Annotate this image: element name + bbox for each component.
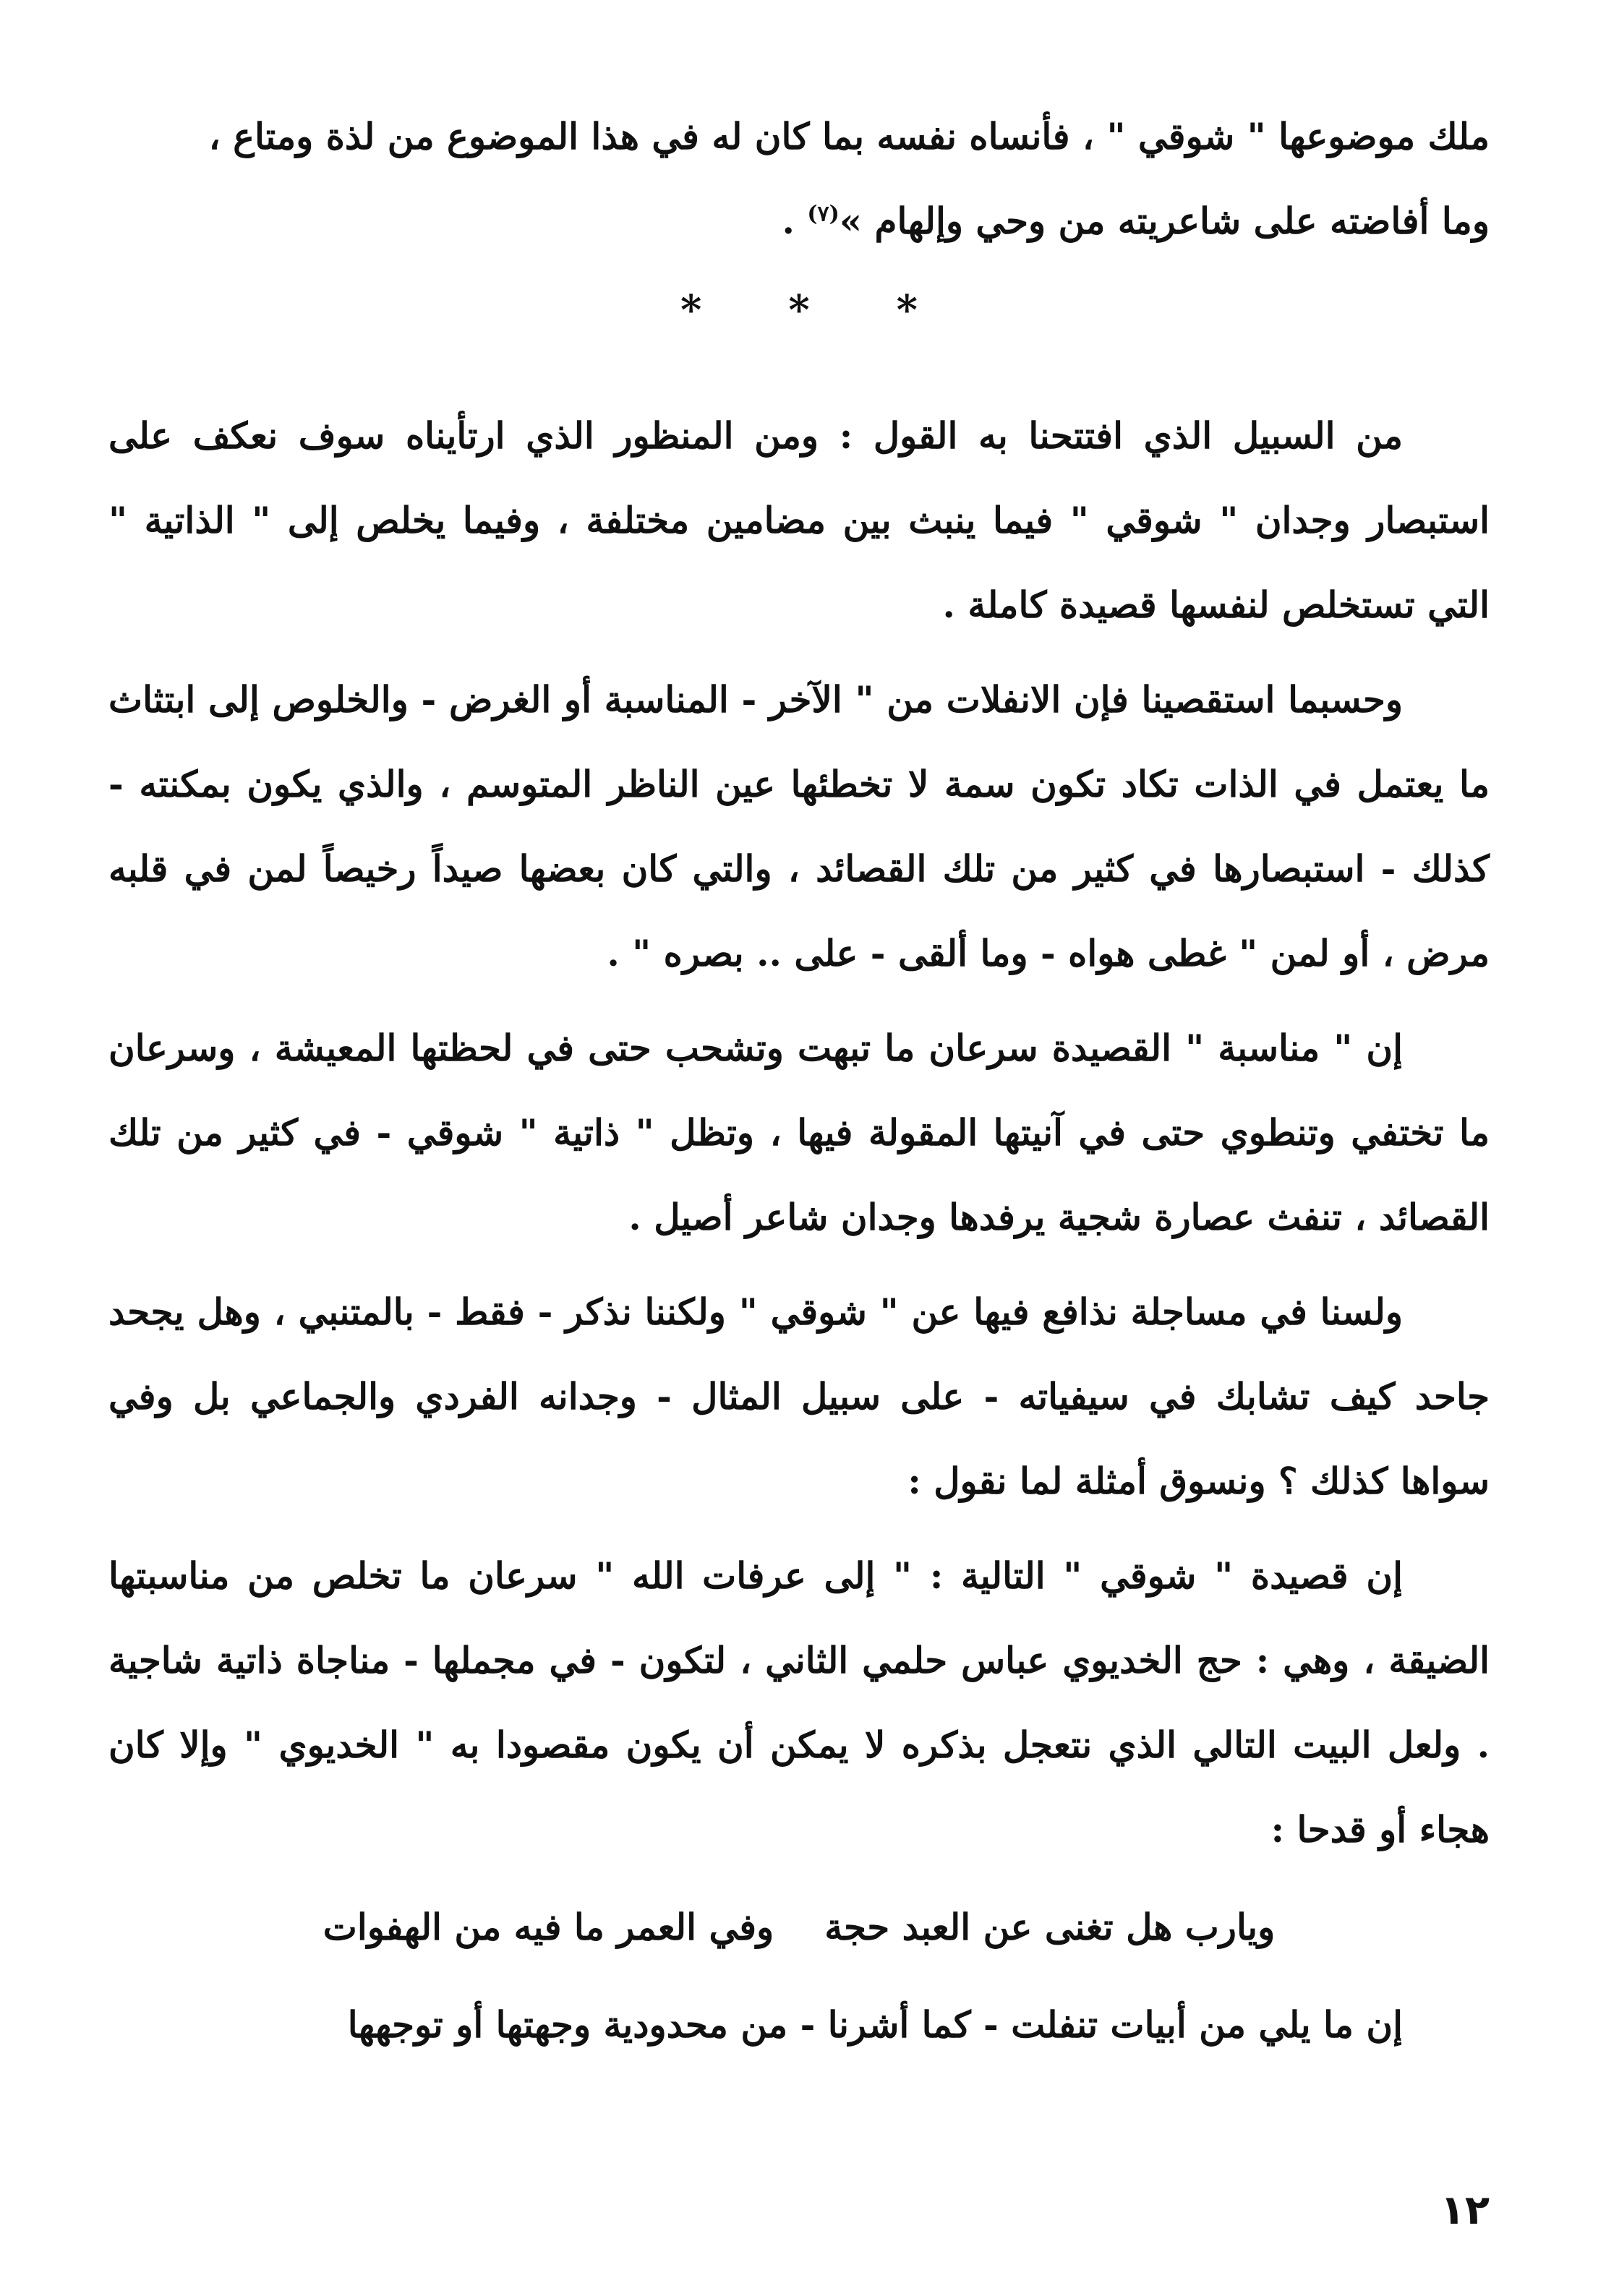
opening-line-2-end: . — [782, 200, 808, 242]
opening-line-2 — [108, 179, 1490, 263]
separator-star: * — [680, 286, 702, 334]
footnote-reference[interactable]: (٧) — [807, 201, 840, 227]
page-number: ١٢ — [1440, 2187, 1490, 2234]
closing-line: إن ما يلي من أبيات تنفلت - كما أشرنا - من محدودية وجهتها أو توجهها — [347, 2003, 1403, 2046]
section-separator — [108, 270, 1490, 350]
poetry-verse — [108, 1885, 1490, 1969]
paragraph-2: وحسبما استقصينا فإن الانفلات من " الآخر - المناسبة أو الغرض - والخلوص إلى ابتثاث ما يعتمل في الذات تكاد تكون سمة لا تخطئها عين الناظر المتوسم ، والذي يكون بمكنته - كذلك - استبصارها في كثير من تلك القصائد ، والتي كان بعضها صيداً رخيصاً لمن في قلبه مرض ، أو لمن " غطى هواه - وما ألقى - على .. بصره " . — [108, 678, 1490, 974]
separator-star: * — [788, 286, 810, 334]
verse-first-hemistich: ويارب هل تغنى عن العبد حجة — [824, 1906, 1276, 1948]
opening-line-1: ملك موضوعها " شوقي " ، فأنساه نفسه بما كان له في هذا الموضوع من لذة ومتاع ، — [208, 115, 1490, 158]
verse-second-hemistich: وفي العمر ما فيه من الهفوات — [323, 1906, 774, 1948]
paragraph-3: إن " مناسبة " القصيدة سرعان ما تبهت وتشحب حتى في لحظتها المعيشة ، وسرعان ما تختفي وتنطوي حتى في آنيتها المقولة فيها ، وتظل " ذاتية " شوقي - في كثير من تلك القصائد ، تنفث عصارة شجية يرفدها وجدان شاعر أصيل . — [108, 1027, 1490, 1238]
page-body — [108, 94, 1490, 2067]
separator-star: * — [896, 286, 918, 334]
paragraph-1: من السبيل الذي افتتحنا به القول : ومن المنظور الذي ارتأيناه سوف نعكف على استبصار وجدان " شوقي " فيما ينبث بين مضامين مختلفة ، وفيما يخلص إلى " الذاتية " التي تستخلص لنفسها قصيدة كاملة . — [108, 414, 1490, 626]
paragraph-4: ولسنا في مساجلة نذافع فيها عن " شوقي " ولكننا نذكر - فقط - بالمتنبي ، وهل يجحد جاحد كيف تشابك في سيفياته - على سبيل المثال - وجدانه الفردي والجماعي بل وفي سواها كذلك ؟ ونسوق أمثلة لما نقول : — [108, 1290, 1490, 1502]
paragraph-5: إن قصيدة " شوقي " التالية : " إلى عرفات الله " سرعان ما تخلص من مناسبتها الضيقة ، وهي : حج الخديوي عباس حلمي الثاني ، لتكون - في مجملها - مناجاة ذاتية شاجية . ولعل البيت التالي الذي نتعجل بذكره لا يمكن أن يكون مقصودا به " الخديوي " وإلا كان هجاء أو قدحا : — [108, 1554, 1490, 1851]
opening-line-2-text: وما أفاضته على شاعريته من وحي وإلهام » — [839, 200, 1490, 242]
